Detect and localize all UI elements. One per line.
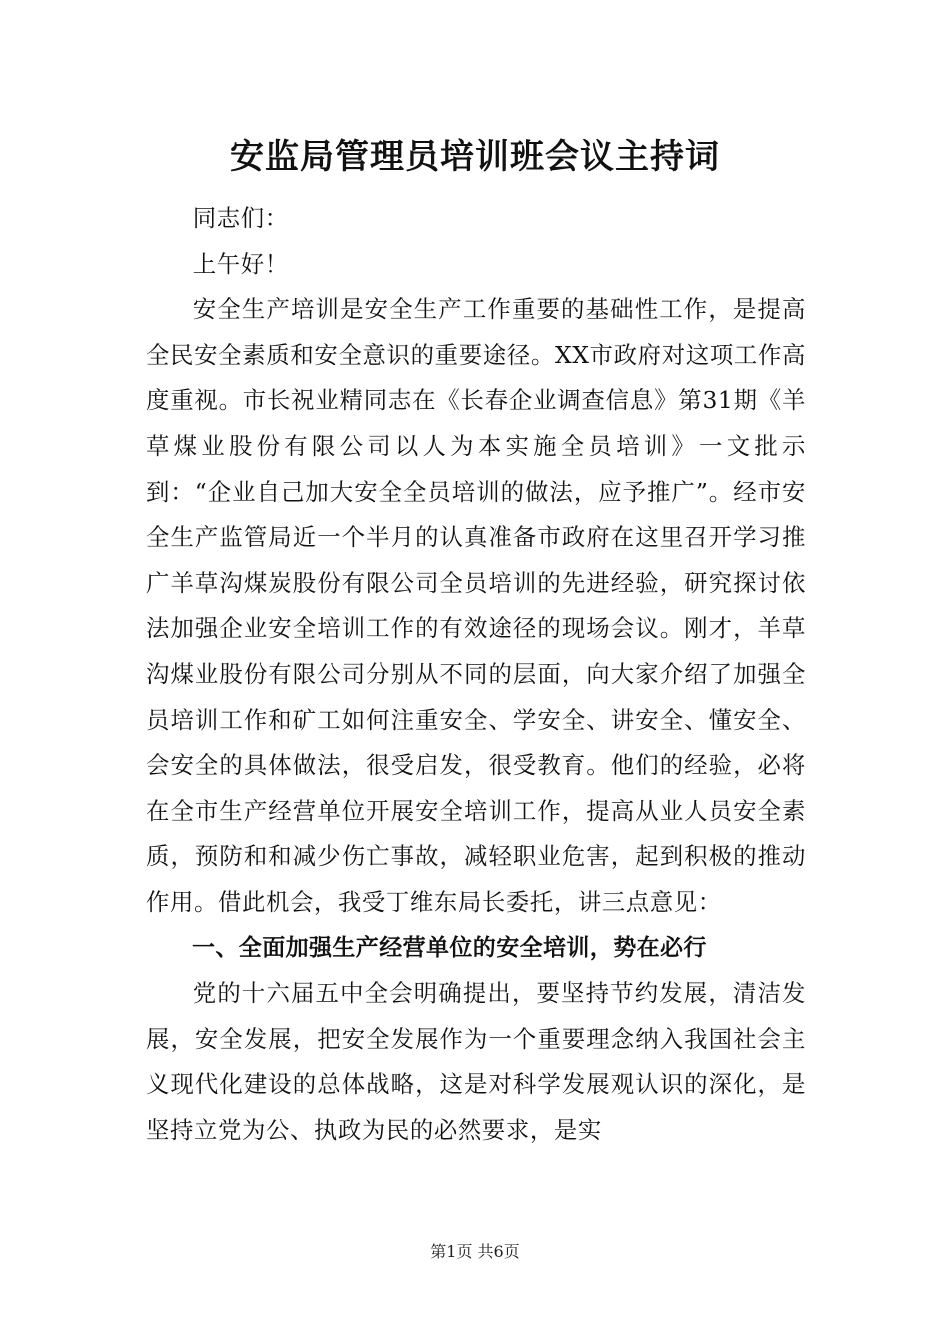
salutation-paragraph: 上午好！: [192, 249, 289, 278]
document-title: 安监局管理员培训班会议主持词: [230, 137, 720, 177]
section-heading: 一、全面加强生产经营单位的安全培训，势在必行: [192, 934, 707, 961]
greeting-paragraph: 同志们：: [192, 204, 289, 232]
page-footer: 第1页 共6页: [430, 1242, 520, 1261]
document-body: [146, 196, 806, 1153]
section-paragraph: 党的十六届五中全会明确提出，要坚持节约发展，清洁发展，安全发展，把安全发展作为一个重要理念纳入我国社会主义现代化建设的总体战略，这是对科学发展观认识的深化，是坚持立党为公、执政为民的必然要求，是实: [146, 979, 806, 1144]
intro-paragraph: 安全生产培训是安全生产工作重要的基础性工作，是提高全民安全素质和安全意识的重要途径。XX市政府对这项工作高度重视。市长祝业精同志在《长春企业调查信息》第31期《羊草煤业股份有限公司以人为本实施全员培训》一文批示到：“企业自己加大安全全员培训的做法，应予推广”。经市安全生产监管局近一个半月的认真准备市政府在这里召开学习推广羊草沟煤炭股份有限公司全员培训的先进经验，研究探讨依法加强企业安全培训工作的有效途径的现场会议。刚才，羊草沟煤业股份有限公司分别从不同的层面，向大家介绍了加强全员培训工作和矿工如何注重安全、学安全、讲安全、懂安全、会安全的具体做法，很受启发，很受教育。他们的经验，必将在全市生产经营单位开展安全培训工作，提高从业人员安全素质，预防和和减少伤亡事故，减轻职业危害，起到积极的推动作用。借此机会，我受丁维东局长委托，讲三点意见：: [146, 295, 806, 916]
